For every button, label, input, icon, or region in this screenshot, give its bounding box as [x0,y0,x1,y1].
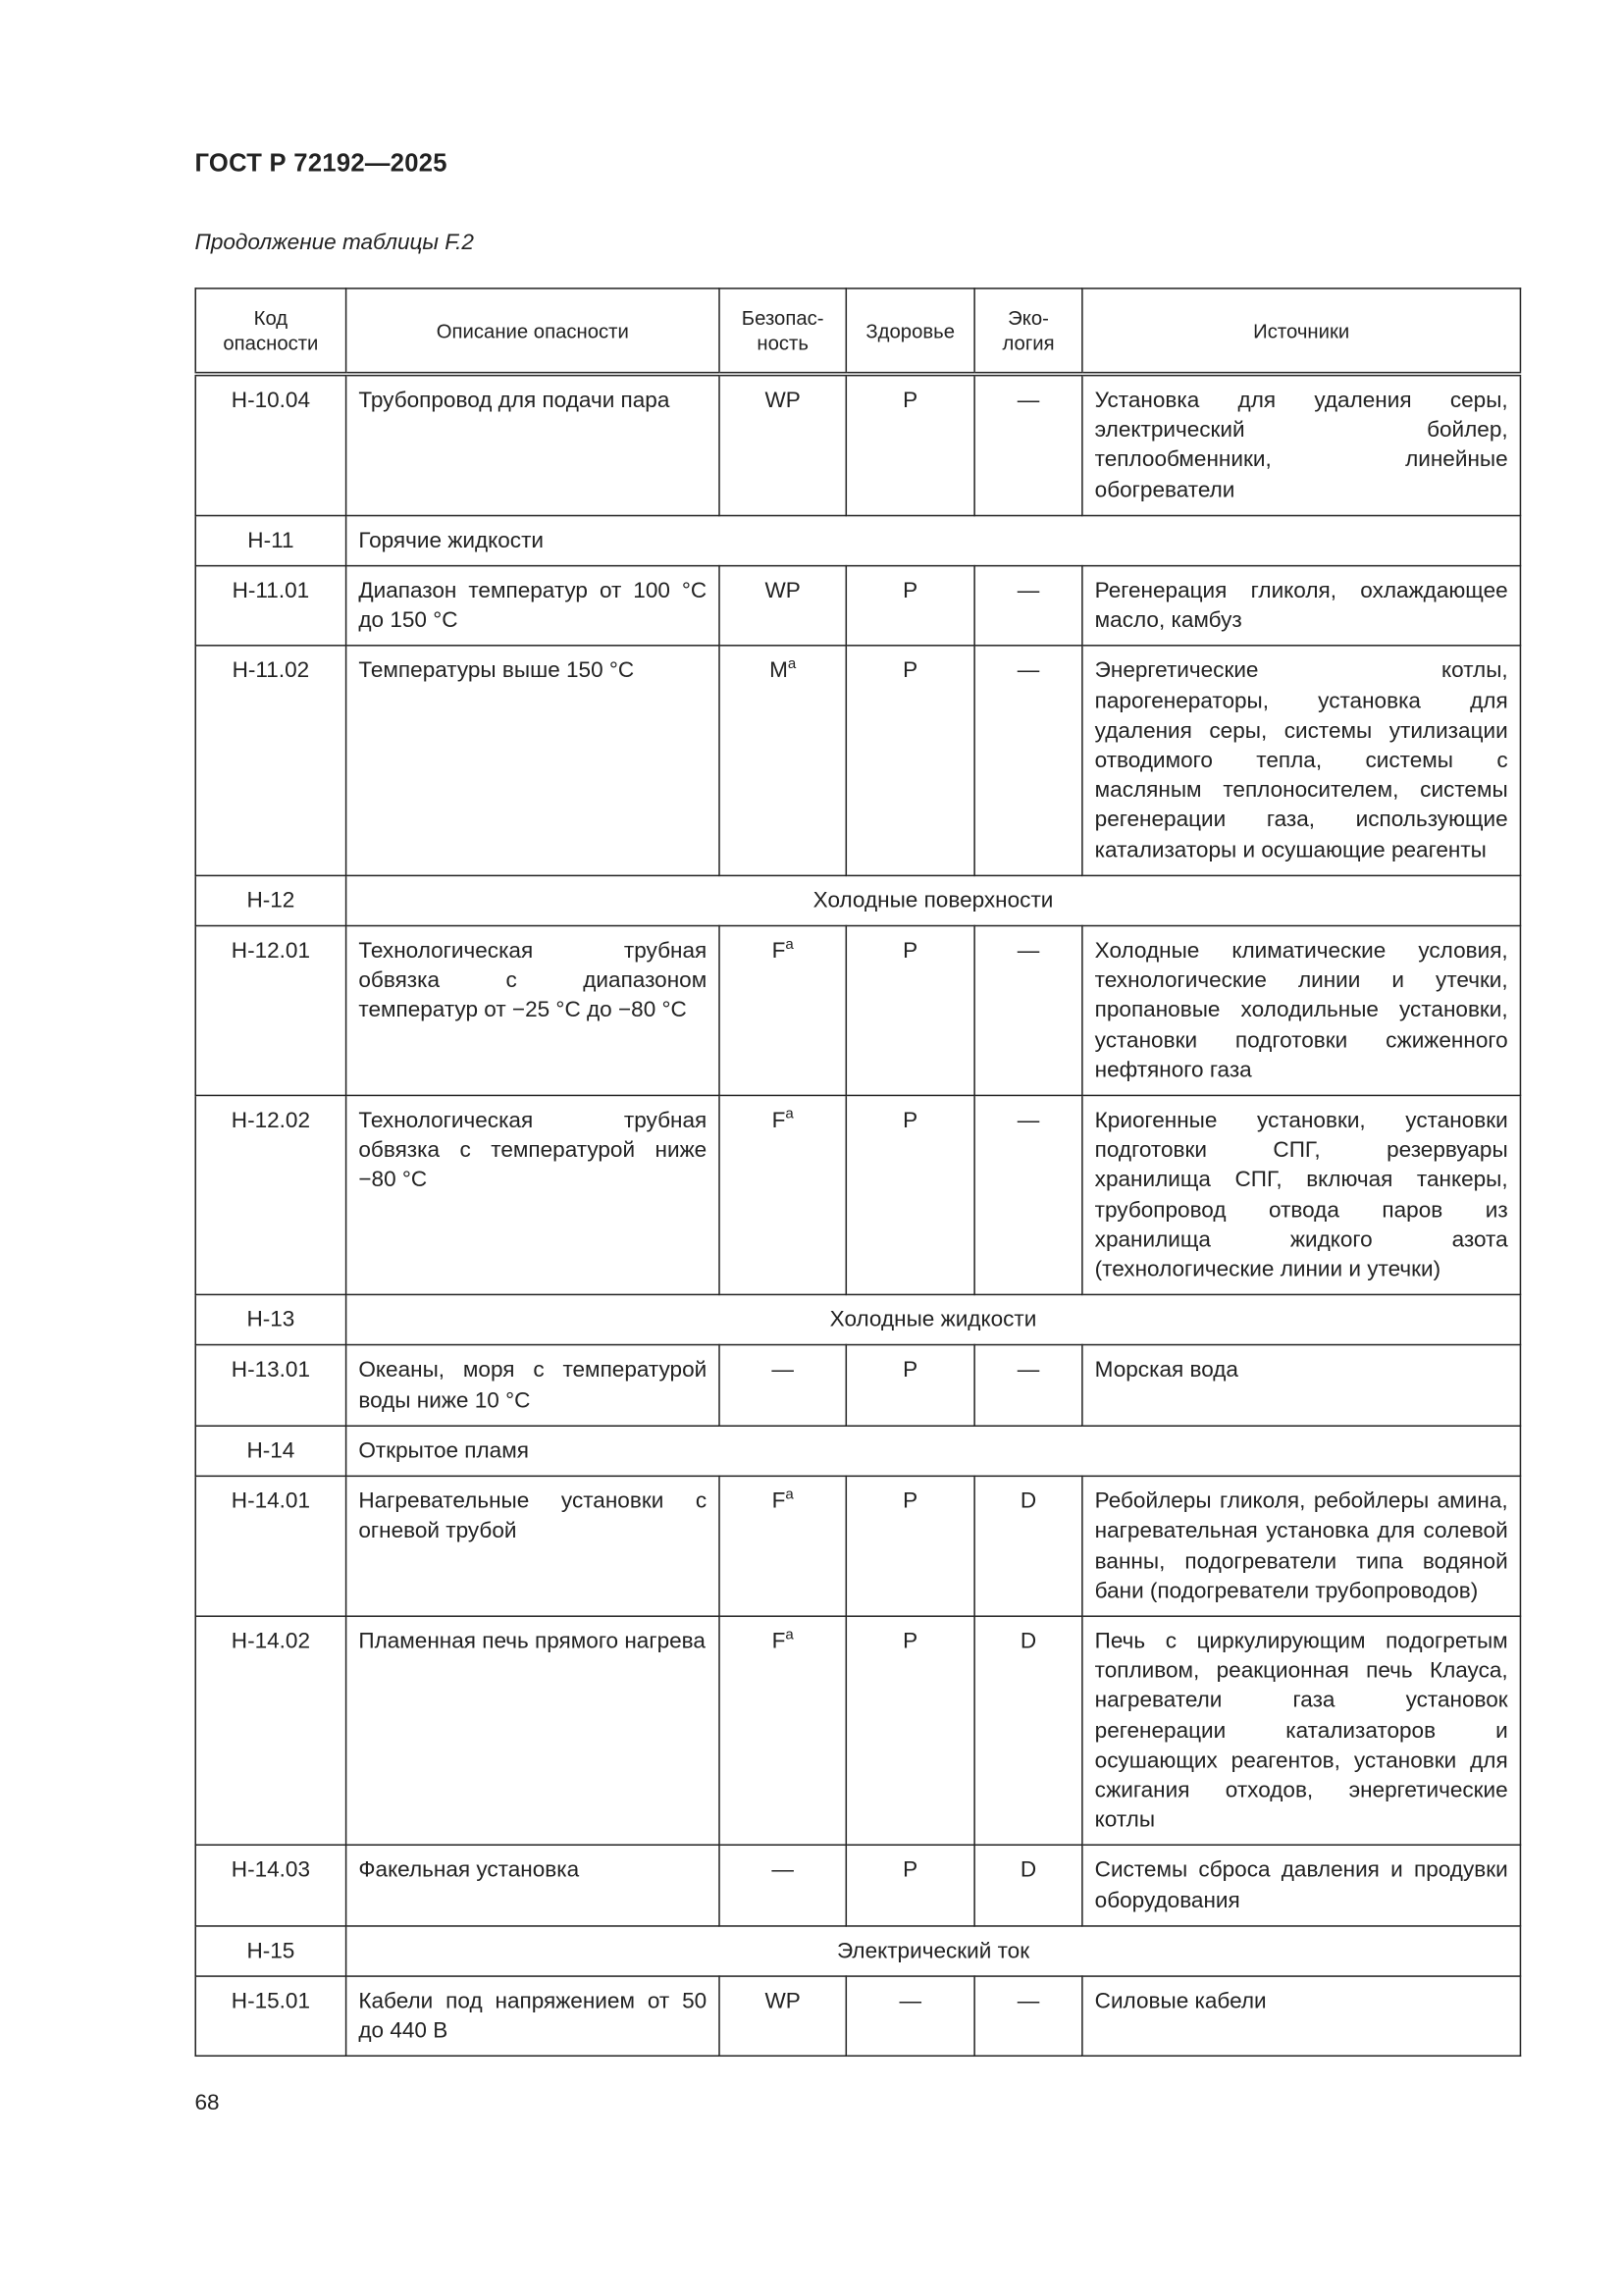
hazard-description: Факельная установка [346,1846,719,1926]
safety-rating [719,1976,846,2057]
safety-rating-value: WP [764,578,801,603]
hazard-sources: Установка для удаления серы, электрический бойлер, теплообменники, линейные обогреватели [1082,374,1521,515]
safety-rating-value: F [771,1108,786,1133]
hazard-description: Океаны, моря с температурой воды ниже 10 °C [346,1345,719,1426]
hazard-description: Нагревательные установки с огневой трубой [346,1476,719,1616]
health-rating: P [846,1476,974,1616]
column-header-description: Описание опасности [346,288,719,374]
health-rating: P [846,1846,974,1926]
hazard-sources: Энергетические котлы, парогенераторы, установка для удаления серы, системы утилизации отводимого тепла, системы с масляным теплоносителем, системы регенерации газа, использующие катализаторы и осушающие реагенты [1082,646,1521,875]
hazard-code: H-11.02 [195,646,345,875]
ecology-rating: — [974,1096,1082,1295]
ecology-rating: — [974,374,1082,515]
hazard-sources: Системы сброса давления и продувки оборудования [1082,1846,1521,1926]
footnote-marker: а [785,936,794,954]
hazard-group-title: Открытое пламя [346,1426,1521,1476]
hazard-description: Диапазон температур от 100 °C до 150 °C [346,566,719,647]
table-group-row [195,1926,1520,1976]
table-row [195,646,1520,875]
hazard-group-title: Холодные поверхности [346,875,1521,925]
safety-rating [719,926,846,1096]
hazard-group-code: H-13 [195,1295,345,1345]
hazard-sources: Силовые кабели [1082,1976,1521,2057]
hazard-code: H-14.01 [195,1476,345,1616]
health-rating: P [846,566,974,647]
footnote-marker: а [785,1487,794,1504]
ecology-rating: D [974,1846,1082,1926]
hazard-group-title: Горячие жидкости [346,515,1521,565]
footnote-marker: а [787,656,797,674]
safety-rating [719,646,846,875]
column-header-ecology: Эко- логия [974,288,1082,374]
ecology-rating: — [974,646,1082,875]
hazard-code: H-10.04 [195,374,345,515]
column-header-health: Здоровье [846,288,974,374]
hazard-sources: Холодные климатические условия, технологические линии и утечки, пропановые холодильные установки, установки подготовки сжиженного нефтяного газа [1082,926,1521,1096]
hazard-sources: Криогенные установки, установки подготовки СПГ, резервуары хранилища СПГ, включая танкеры, трубопровод отвода паров из хранилища жидкого азота (технологические линии и утечки) [1082,1096,1521,1295]
document-code: ГОСТ Р 72192—2025 [194,148,447,178]
table-row [195,1976,1520,2057]
hazard-code: H-15.01 [195,1976,345,2057]
table-group-row [195,1295,1520,1345]
table-continuation-caption: Продолжение таблицы F.2 [194,230,474,256]
hazard-group-code: H-12 [195,875,345,925]
footnote-marker: а [785,1106,794,1123]
footnote-marker: а [785,1627,794,1644]
hazard-code: H-12.02 [195,1096,345,1295]
hazard-group-code: H-15 [195,1926,345,1976]
ecology-rating: — [974,566,1082,647]
table-group-row [195,875,1520,925]
safety-rating [719,1846,846,1926]
hazard-sources: Регенерация гликоля, охлаждающее масло, камбуз [1082,566,1521,647]
hazard-sources: Печь с циркулирующим подогретым топливом, реакционная печь Клауса, нагреватели газа установок регенерации катализаторов и осушающих реагентов, установки для сжигания отходов, энергетические котлы [1082,1616,1521,1846]
health-rating: P [846,1096,974,1295]
hazard-description: Технологическая трубная обвязка с температурой ниже −80 °C [346,1096,719,1295]
health-rating: P [846,1616,974,1846]
hazard-group-code: H-11 [195,515,345,565]
table-row [195,566,1520,647]
column-header-code: Код опасности [195,288,345,374]
table-row [195,1616,1520,1846]
hazard-code: H-13.01 [195,1345,345,1426]
health-rating: P [846,926,974,1096]
health-rating: — [846,1976,974,2057]
hazard-description: Пламенная печь прямого нагрева [346,1616,719,1846]
ecology-rating: D [974,1476,1082,1616]
health-rating: P [846,374,974,515]
safety-rating-value: — [771,1857,794,1884]
hazard-description: Технологическая трубная обвязка с диапазоном температур от −25 °C до −80 °C [346,926,719,1096]
safety-rating [719,374,846,515]
safety-rating [719,1476,846,1616]
table-row [195,1096,1520,1295]
table-row [195,1345,1520,1426]
hazard-description: Кабели под напряжением от 50 до 440 В [346,1976,719,2057]
ecology-rating: — [974,1345,1082,1426]
safety-rating [719,1096,846,1295]
hazard-description: Температуры выше 150 °C [346,646,719,875]
hazard-description: Трубопровод для подачи пара [346,374,719,515]
table-group-row [195,515,1520,565]
hazard-code: H-14.02 [195,1616,345,1846]
health-rating: P [846,646,974,875]
ecology-rating: D [974,1616,1082,1846]
hazard-group-title: Холодные жидкости [346,1295,1521,1345]
safety-rating-value: WP [764,1988,801,2014]
ecology-rating: — [974,1976,1082,2057]
column-header-sources: Источники [1082,288,1521,374]
safety-rating [719,566,846,647]
safety-rating-value: F [771,1488,786,1514]
hazard-table [194,287,1521,2057]
table-row [195,374,1520,515]
hazard-group-title: Электрический ток [346,1926,1521,1976]
safety-rating-value: WP [764,388,801,414]
safety-rating [719,1616,846,1846]
safety-rating-value: M [769,658,788,684]
page-number: 68 [194,2090,220,2116]
hazard-sources: Морская вода [1082,1345,1521,1426]
hazard-group-code: H-14 [195,1426,345,1476]
table-row [195,1846,1520,1926]
table-row [195,926,1520,1096]
hazard-code: H-11.01 [195,566,345,647]
safety-rating-value: F [771,1628,786,1654]
column-header-safety: Безопас- ность [719,288,846,374]
safety-rating-value: — [771,1358,794,1383]
hazard-sources: Ребойлеры гликоля, ребойлеры амина, нагревательная установка для солевой ванны, подогреватели типа водяной бани (подогреватели трубопроводов) [1082,1476,1521,1616]
hazard-code: H-14.03 [195,1846,345,1926]
table-body [195,374,1520,2057]
ecology-rating: — [974,926,1082,1096]
table-header-row [195,288,1520,374]
health-rating: P [846,1345,974,1426]
table-group-row [195,1426,1520,1476]
hazard-code: H-12.01 [195,926,345,1096]
safety-rating-value: F [771,938,786,964]
table-row [195,1476,1520,1616]
safety-rating [719,1345,846,1426]
